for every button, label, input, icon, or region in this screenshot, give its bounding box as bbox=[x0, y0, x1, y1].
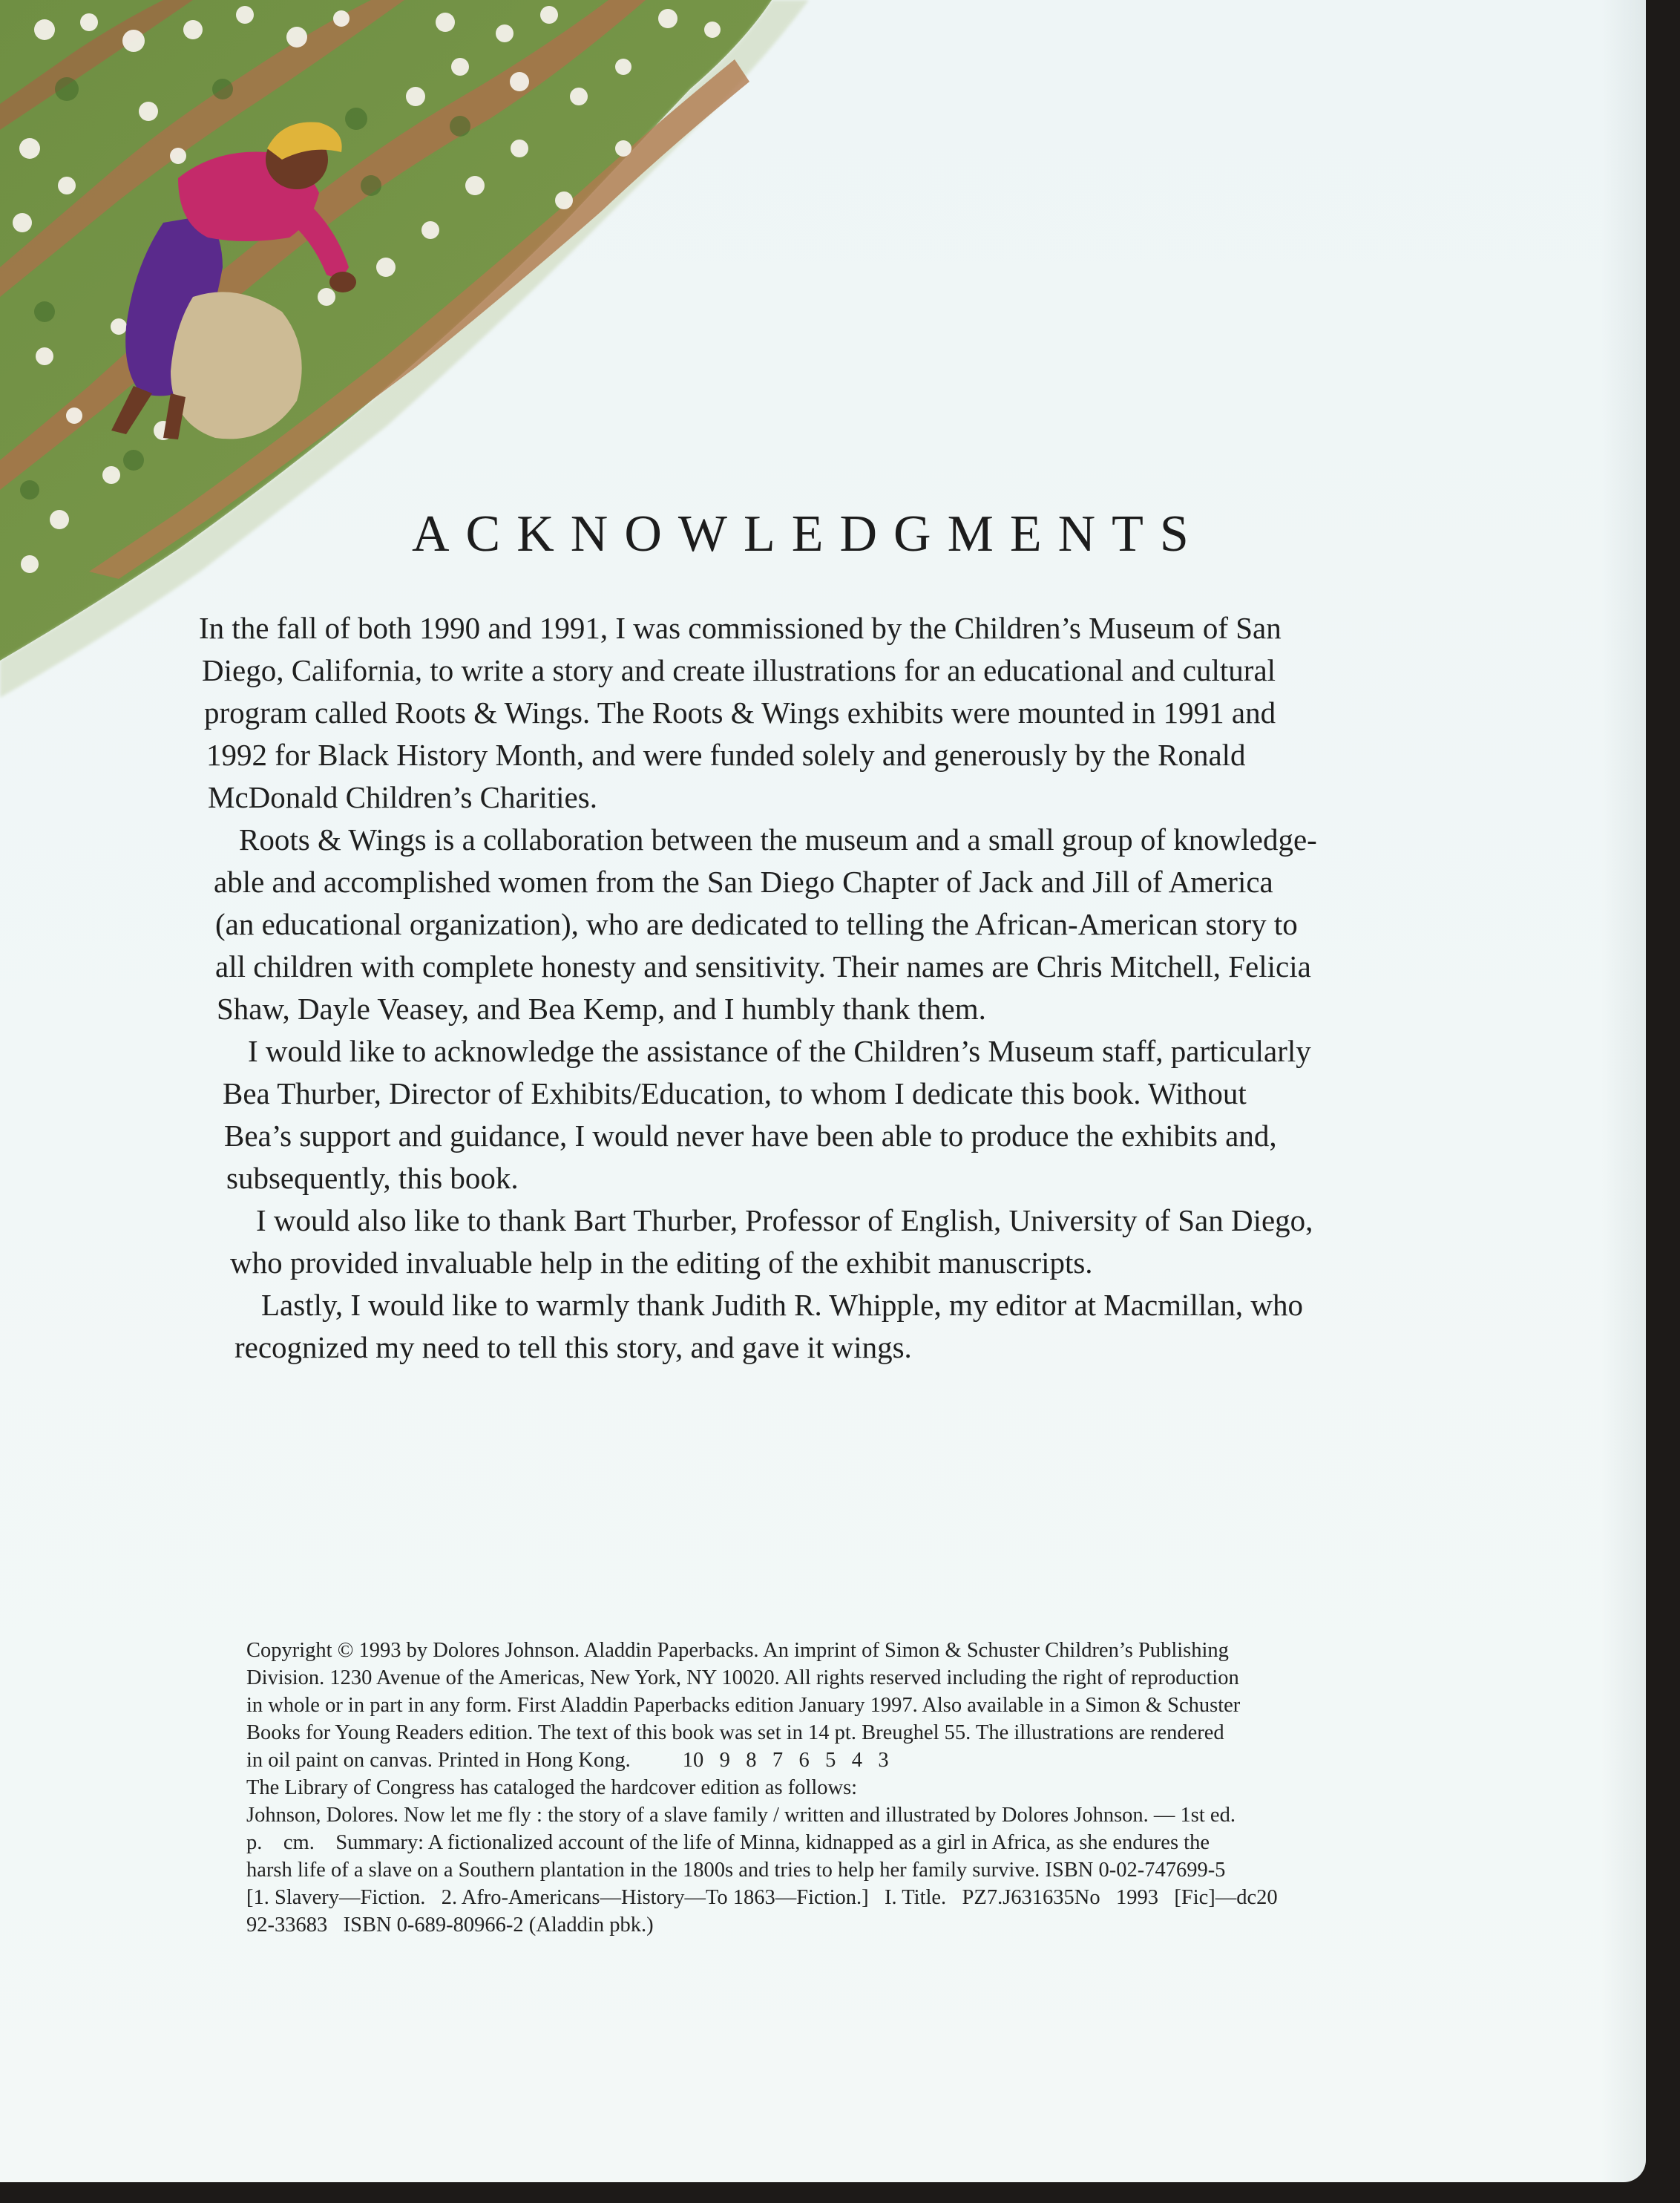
paragraph-line: In the fall of both 1990 and 1991, I was commissioned by the Children’s Museum of San bbox=[199, 611, 1282, 645]
paragraph-line: Bea’s support and guidance, I would never have been able to produce the exhibits and, bbox=[224, 1119, 1277, 1153]
paragraph-line: Shaw, Dayle Veasey, and Bea Kemp, and I humbly thank them. bbox=[217, 992, 986, 1026]
copyright-line: Division. 1230 Avenue of the Americas, New York, NY 10020. All rights reserved including the right of reproduction bbox=[246, 1666, 1239, 1689]
paragraph-line: program called Roots & Wings. The Roots & Wings exhibits were mounted in 1991 and bbox=[204, 695, 1276, 730]
copyright-line bbox=[246, 1750, 889, 1772]
paragraph-line: Bea Thurber, Director of Exhibits/Education, to whom I dedicate this book. Without bbox=[223, 1076, 1247, 1110]
paragraph-line: 1992 for Black History Month, and were funded solely and generously by the Ronald bbox=[206, 738, 1246, 772]
paragraph-line: subsequently, this book. bbox=[226, 1161, 519, 1195]
paragraph-line: Diego, California, to write a story and create illustrations for an educational and cultural bbox=[202, 653, 1276, 687]
copyright-line: Books for Young Readers edition. The text of this book was set in 14 pt. Breughel 55. The illustrations are rendered bbox=[246, 1721, 1224, 1744]
cataloging-line: p. cm. Summary: A fictionalized account of the life of Minna, kidnapped as a girl in Africa, as she endures the bbox=[246, 1831, 1210, 1854]
paragraph-line: recognized my need to tell this story, and gave it wings. bbox=[234, 1330, 912, 1364]
paragraph-line: I would like to acknowledge the assistance of the Children’s Museum staff, particularly bbox=[248, 1034, 1311, 1068]
paragraph-line: Roots & Wings is a collaboration between the museum and a small group of knowledge- bbox=[239, 822, 1317, 857]
cataloging-line: Johnson, Dolores. Now let me fly : the story of a slave family / written and illustrated by Dolores Johnson. — 1st ed. bbox=[246, 1804, 1236, 1827]
paragraph-line: McDonald Children’s Charities. bbox=[208, 780, 597, 814]
cataloging-line: [1. Slavery—Fiction. 2. Afro-Americans—History—To 1863—Fiction.] I. Title. PZ7.J631635No 1993 [Fic]—dc20 bbox=[246, 1886, 1278, 1909]
cataloging-line: harsh life of a slave on a Southern plantation in the 1800s and tries to help her family survive. ISBN 0-02-747699-5 bbox=[246, 1859, 1226, 1882]
copyright-line: Copyright © 1993 by Dolores Johnson. Aladdin Paperbacks. An imprint of Simon & Schuster Children’s Publishing bbox=[246, 1639, 1229, 1662]
paragraph-line: (an educational organization), who are dedicated to telling the African-American story to bbox=[215, 907, 1298, 941]
paragraph-line: all children with complete honesty and sensitivity. Their names are Chris Mitchell, Felicia bbox=[215, 949, 1311, 983]
page-title: ACKNOWLEDGMENTS bbox=[412, 505, 1205, 563]
printing-numbers: 10 9 8 7 6 5 4 3 bbox=[682, 1749, 889, 1772]
paragraph-line: who provided invaluable help in the editing of the exhibit manuscripts. bbox=[230, 1245, 1093, 1280]
paragraph-line: able and accomplished women from the San Diego Chapter of Jack and Jill of America bbox=[214, 865, 1273, 899]
paragraph-line: Lastly, I would like to warmly thank Judith R. Whipple, my editor at Macmillan, who bbox=[261, 1288, 1304, 1322]
copyright-line: in whole or in part in any form. First Aladdin Paperbacks edition January 1997. Also available in a Simon & Schuster bbox=[246, 1694, 1241, 1717]
cataloging-heading: The Library of Congress has cataloged the hardcover edition as follows: bbox=[246, 1776, 858, 1799]
printed-in-text: in oil paint on canvas. Printed in Hong Kong. bbox=[246, 1749, 631, 1772]
isbn-line: 92-33683 ISBN 0-689-80966-2 (Aladdin pbk.) bbox=[246, 1914, 654, 1937]
paragraph-line: I would also like to thank Bart Thurber, Professor of English, University of San Diego, bbox=[256, 1203, 1313, 1237]
